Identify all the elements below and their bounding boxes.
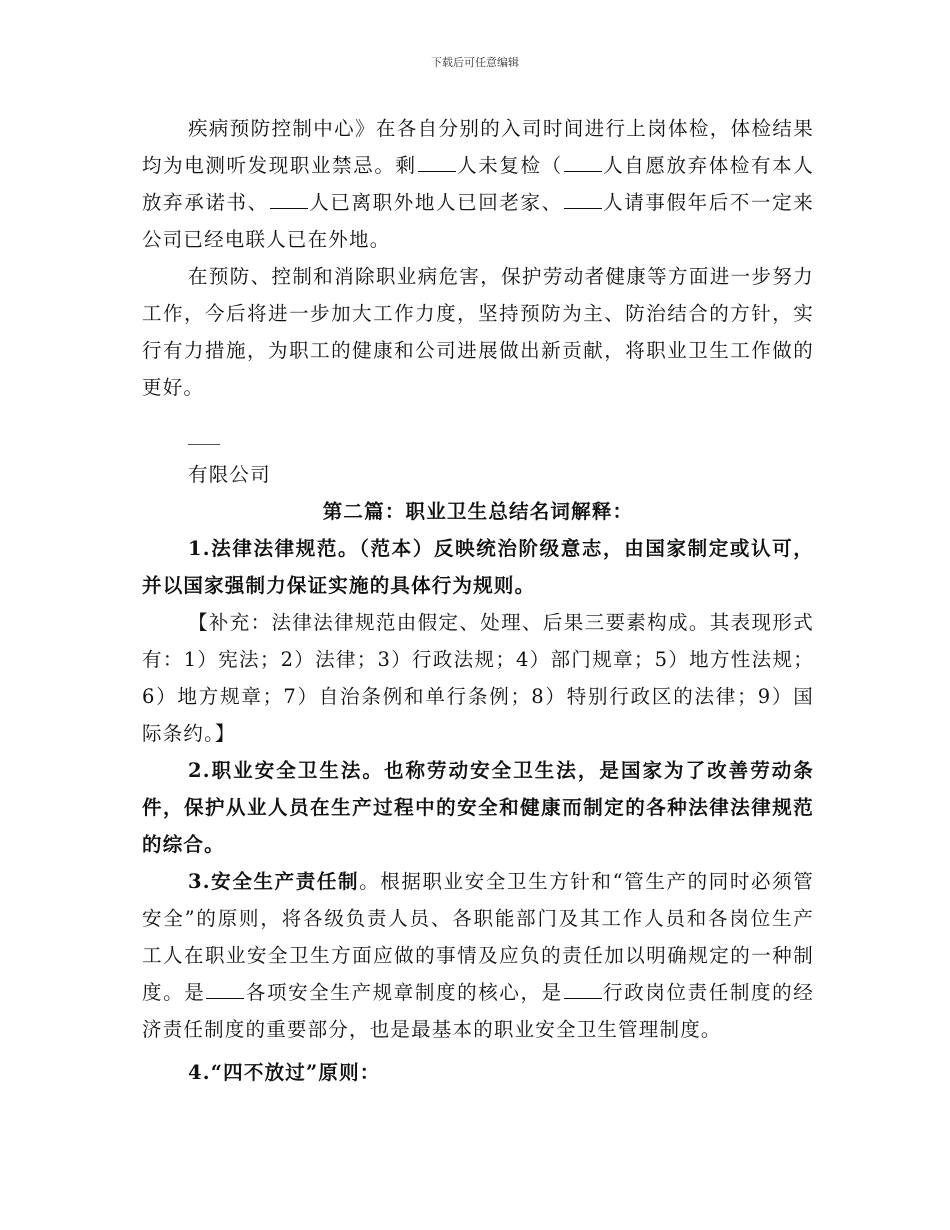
text-segment: 人请事假年后不一定来公司已经电联人已在外地。: [142, 191, 814, 251]
section-title: 第二篇：职业卫生总结名词解释：: [322, 500, 634, 523]
paragraph-prevention: 在预防、控制和消除职业病危害，保护劳动者健康等方面进一步努力工作，今后将进一步加大工作力度，坚持预防为主、防治结合的方针，实行有力措施，为职工的健康和公司进展做出新贡献，将职业卫生工作做的更好。: [142, 265, 814, 399]
text-segment: 人已离职外地人已回老家、: [308, 191, 563, 214]
signature-blank: [188, 444, 220, 446]
definition-law: 1.法律法律规范。（范本）反映统治阶级意志，由国家制定或认可，并以国家强制力保证实施的具体行为规则。: [142, 537, 814, 597]
supplement-note: 【补充：法律法律规范由假定、处理、后果三要素构成。其表现形式有：1）宪法；2）法律；3）行政法规；4）部门规章；5）地方性法规；6）地方规章；7）自治条例和单行条例；8）特别行政区的法律；9）国际条约。】: [142, 611, 814, 745]
page-header: 下载后可任意编辑: [431, 56, 519, 69]
blank-line: [270, 192, 308, 209]
text-segment: 疾病预防控制中心》在各自分别的入司时间进行上岗体检，体检结果均为电测听发现职业禁忌。剩: [142, 117, 814, 177]
blank-line: [564, 192, 602, 209]
text-segment: 行政岗位责任制度的经济责任制度的重要部分，也是最基本的职业安全卫生管理制度。: [142, 981, 814, 1041]
document-body: [142, 110, 814, 1091]
blank-line: [564, 155, 602, 172]
definition-safety-law: 2.职业安全卫生法。也称劳动安全卫生法，是国家为了改善劳动条件，保护从业人员在生产过程中的安全和健康而制定的各种法律法律规范的综合。: [142, 759, 814, 856]
text-segment: 。根据职业安全卫生方针和“管生产的同时必须管安全”的原则，将各级负责人员、各职能部门及其工作人员和各岗位生产工人在职业安全卫生方面应做的事情及应负的责任加以明确规定的一种制度。是: [142, 870, 814, 1004]
term-responsibility-system: 3.安全生产责任制: [188, 870, 360, 893]
definition-responsibility-system: [142, 863, 814, 1048]
blank-line: [564, 982, 602, 999]
blank-line: [206, 982, 244, 999]
definition-four-principles: 4.“四不放过”原则：: [188, 1061, 381, 1084]
text-segment: 各项安全生产规章制度的核心，是: [245, 981, 563, 1004]
blank-line: [418, 155, 456, 172]
text-segment: 人未复检（: [456, 154, 563, 177]
company-name: 有限公司: [188, 463, 271, 486]
text-segment: 人自愿放弃体检有本人放弃承诺书、: [142, 154, 814, 214]
paragraph-checkup-summary: [142, 110, 814, 258]
